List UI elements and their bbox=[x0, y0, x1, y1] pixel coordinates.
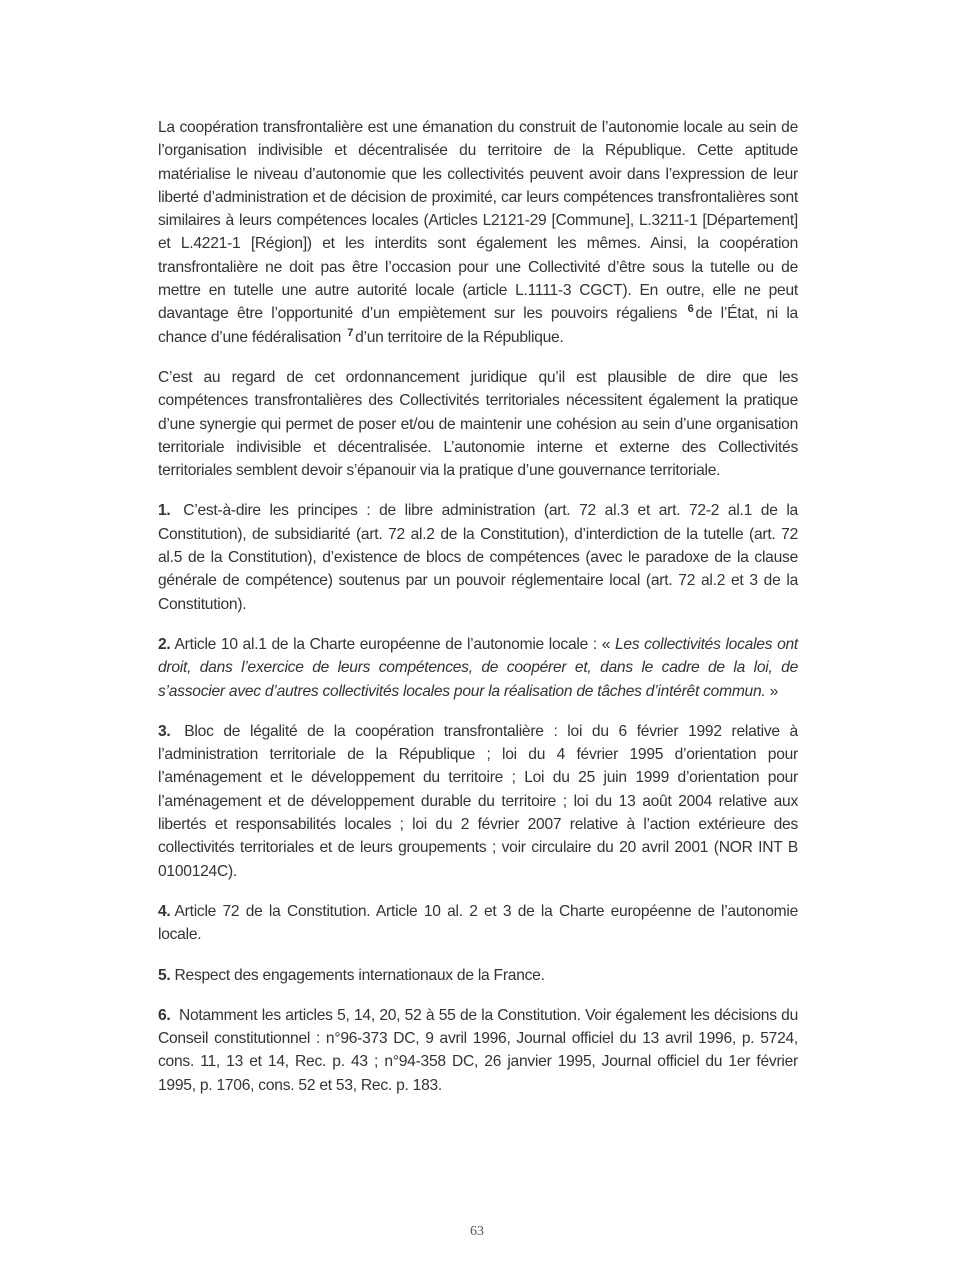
footnote-number: 6. bbox=[158, 1006, 171, 1024]
body-paragraph bbox=[158, 366, 798, 482]
footnote-text: Notamment les articles 5, 14, 20, 52 à 55 de la Constitution. Voir également les décisions du Conseil constitutionnel : n°96-373 DC, 9 avril 1996, Journal officiel du 13 avril 1996, p. 5724, cons. 11, 13 et 14, Rec. p. 43 ; n°94-358 DC, 26 janvier 1995, Journal officiel du 1er février 1995, p. 1706, cons. 52 et 53, Rec. p. 183. bbox=[158, 1006, 798, 1094]
footnote-text: Respect des engagements internationaux de la France. bbox=[174, 966, 545, 984]
body-text: d’un territoire de la République. bbox=[355, 328, 564, 346]
footnote-quote: Les collectivités locales ont droit, dans l’exercice de leurs compétences, de coopérer et, dans le cadre de la loi, de s’associer avec d’autres collectivités locales pour la réalisation de tâches d’intérêt commun. bbox=[158, 635, 798, 700]
footnote-quote-close: » bbox=[765, 682, 778, 700]
body-text: La coopération transfrontalière est une émanation du construit de l’autonomie locale au sein de l’organisation indivisible et décentralisée du territoire de la République. Cette aptitude matérialise le niveau d’autonomie que les collectivités peuvent avoir dans l’expression de leur liberté d’administration et de décision de proximité, car leurs compétences transfrontalières sont similaires à leurs compétences locales (Articles L2121-29 [Commune], L.3211-1 [Département] et L.4221-1 [Région]) et les interdits sont également les mêmes. Ainsi, la coopération transfrontalière ne doit pas être l’occasion pour une Collectivité d’être sous la tutelle ou de mettre en tutelle une autre autorité locale (article L.1111-3 CGCT). En outre, elle ne peut davantage être l’opportunité d’un empiètement sur les pouvoirs régaliens bbox=[158, 119, 798, 323]
body-paragraph bbox=[158, 116, 798, 349]
footnote-number: 4. bbox=[158, 902, 171, 920]
page-number: 63 bbox=[470, 1224, 484, 1239]
body-text: C’est au regard de cet ordonnancement juridique qu’il est plausible de dire que les compétences transfrontalières des Collectivités territoriales nécessitent également la pratique d’une synergie qui permet de poser et/ou de maintenir une cohésion au sein d’une organisation territoriale indivisible et décentralisée. L’autonomie interne et externe des Collectivités territoriales semblent devoir s’épanouir via la pratique d’une gouvernance territoriale. bbox=[158, 368, 798, 480]
footnote-text: Bloc de légalité de la coopération transfrontalière : loi du 6 février 1992 relative à l’administration territoriale de la République ; loi du 4 février 1995 d’orientation pour l’aménagement et le développement du territoire ; Loi du 25 juin 1999 d’orientation pour l’aménagement et de développement durable du territoire ; loi du 13 août 2004 relative aux libertés et responsabilités locales ; loi du 2 février 2007 relative à l’action extérieure des collectivités territoriales et de leurs groupements ; voir circulaire du 20 avril 2001 (NOR INT B 0100124C). bbox=[158, 722, 798, 880]
footnote-number: 1. bbox=[158, 502, 171, 520]
footnote-number: 2. bbox=[158, 635, 171, 653]
footnote-text: C’est-à-dire les principes : de libre administration (art. 72 al.3 et art. 72-2 al.1 de la Constitution), de subsidiarité (art. 72 al.2 de la Constitution), d’interdiction de la tutelle (art. 72 al.5 de la Constitution), d’existence de blocs de compétences (avec le paradoxe de la clause générale de compétence) soutenus par un pouvoir réglementaire local (art. 72 al.2 et 3 de la Constitution). bbox=[158, 502, 798, 613]
footnote-number: 3. bbox=[158, 722, 171, 740]
footnote bbox=[158, 964, 798, 987]
footnote bbox=[158, 1004, 798, 1097]
footnote-reference[interactable]: 7 bbox=[347, 326, 354, 339]
footnote-text: Article 10 al.1 de la Charte européenne de l’autonomie locale : « bbox=[174, 635, 615, 653]
footnote bbox=[158, 633, 798, 703]
body-text: de l’État, ni la chance d’une fédéralisation bbox=[158, 305, 798, 346]
page-content bbox=[158, 116, 798, 1114]
footnote-reference[interactable]: 6 bbox=[687, 303, 694, 316]
footnote bbox=[158, 499, 798, 615]
footnote bbox=[158, 900, 798, 947]
footnote bbox=[158, 720, 798, 883]
footnote-text: Article 72 de la Constitution. Article 10 al. 2 et 3 de la Charte européenne de l’autonomie locale. bbox=[158, 902, 798, 944]
footnote-number: 5. bbox=[158, 966, 171, 984]
